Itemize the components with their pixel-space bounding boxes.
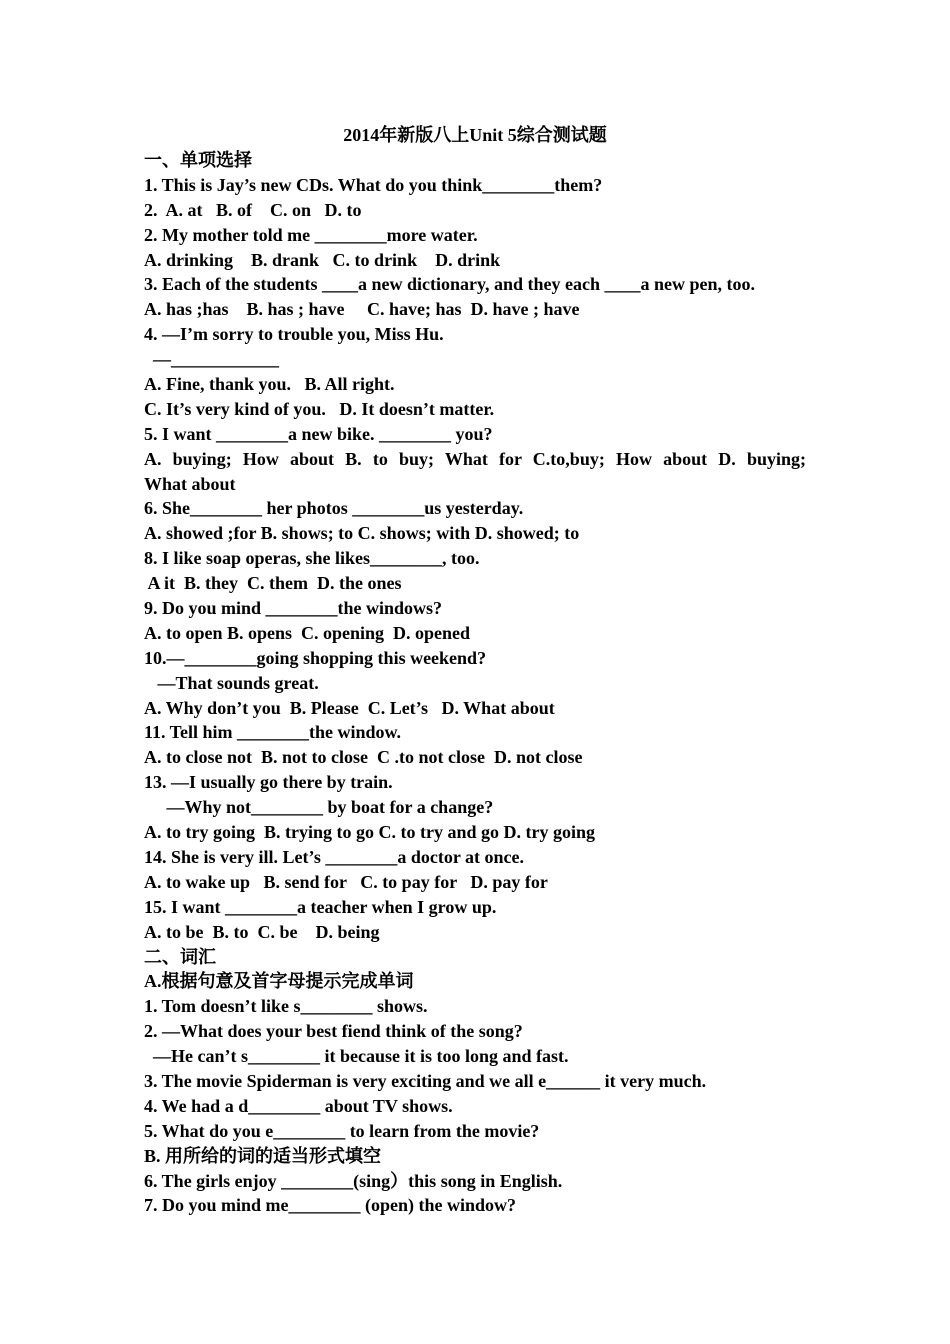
question-line: 8. I like soap operas, she likes________, too. bbox=[144, 548, 480, 569]
question-line: 5. What do you e________ to learn from the movie? bbox=[144, 1120, 540, 1141]
options-line: A. drinking B. drank C. to drink D. drink bbox=[144, 249, 501, 270]
dialogue-line: —He can’t s________ it because it is too long and fast. bbox=[144, 1046, 569, 1067]
question-line: 6. She________ her photos ________us yesterday. bbox=[144, 498, 524, 519]
dialogue-line: —Why not________ by boat for a change? bbox=[144, 797, 494, 818]
options-line: A. to try going B. trying to go C. to try and go D. try going bbox=[144, 822, 595, 843]
options-line: A. Fine, thank you. B. All right. bbox=[144, 374, 395, 395]
question-line: 7. Do you mind me________ (open) the window? bbox=[144, 1195, 517, 1216]
question-line: 1. Tom doesn’t like s________ shows. bbox=[144, 996, 428, 1017]
options-line: A. to close not B. not to close C .to not close D. not close bbox=[144, 747, 583, 768]
options-line: 2. A. at B. of C. on D. to bbox=[144, 199, 362, 220]
section-heading-vocabulary: 二、词汇 bbox=[144, 946, 216, 967]
question-line: 15. I want ________a teacher when I grow up. bbox=[144, 896, 497, 917]
dialogue-line: —That sounds great. bbox=[144, 672, 319, 693]
options-line: C. It’s very kind of you. D. It doesn’t matter. bbox=[144, 398, 495, 419]
section-heading-multiple-choice: 一、单项选择 bbox=[144, 150, 252, 170]
question-line: 4. We had a d________ about TV shows. bbox=[144, 1095, 453, 1116]
question-line: 2. —What does your best fiend think of the song? bbox=[144, 1021, 523, 1042]
question-line: 4. —I’m sorry to trouble you, Miss Hu. bbox=[144, 324, 444, 345]
options-line: A. has ;has B. has ; have C. have; has D. have ; have bbox=[144, 299, 580, 320]
question-line: 13. —I usually go there by train. bbox=[144, 772, 393, 793]
question-line: 1. This is Jay’s new CDs. What do you think________them? bbox=[144, 174, 603, 195]
question-line: 6. The girls enjoy ________(sing）this song in English. bbox=[144, 1170, 563, 1191]
document-body bbox=[144, 148, 806, 1218]
options-line: A. to wake up B. send for C. to pay for D. pay for bbox=[144, 871, 548, 892]
options-line: A. to be B. to C. be D. being bbox=[144, 921, 380, 942]
options-line: A. showed ;for B. shows; to C. shows; with D. showed; to bbox=[144, 523, 580, 544]
question-line: 3. Each of the students ____a new dictionary, and they each ____a new pen, too. bbox=[144, 274, 756, 295]
document-title: 2014年新版八上Unit 5综合测试题 bbox=[343, 125, 607, 145]
options-line: A. buying; How about B. to buy; What for C.to,buy; How about D. buying; bbox=[144, 448, 806, 469]
options-line: What about bbox=[144, 473, 236, 494]
options-line: A. Why don’t you B. Please C. Let’s D. What about bbox=[144, 697, 555, 718]
subsection-heading: B. 用所给的词的适当形式填空 bbox=[144, 1145, 382, 1166]
question-line: 2. My mother told me ________more water. bbox=[144, 224, 478, 245]
options-line: A it B. they C. them D. the ones bbox=[144, 573, 402, 594]
question-line: 11. Tell him ________the window. bbox=[144, 722, 402, 743]
options-line: A. to open B. opens C. opening D. opened bbox=[144, 622, 471, 643]
question-line: 9. Do you mind ________the windows? bbox=[144, 598, 443, 619]
question-line: 14. She is very ill. Let’s ________a doctor at once. bbox=[144, 846, 524, 867]
question-line: 5. I want ________a new bike. ________ you? bbox=[144, 423, 493, 444]
dialogue-line: —____________ bbox=[144, 349, 279, 370]
question-line: 3. The movie Spiderman is very exciting and we all e______ it very much. bbox=[144, 1070, 707, 1091]
question-line: 10.—________going shopping this weekend? bbox=[144, 647, 487, 668]
subsection-heading: A.根据句意及首字母提示完成单词 bbox=[144, 971, 414, 992]
